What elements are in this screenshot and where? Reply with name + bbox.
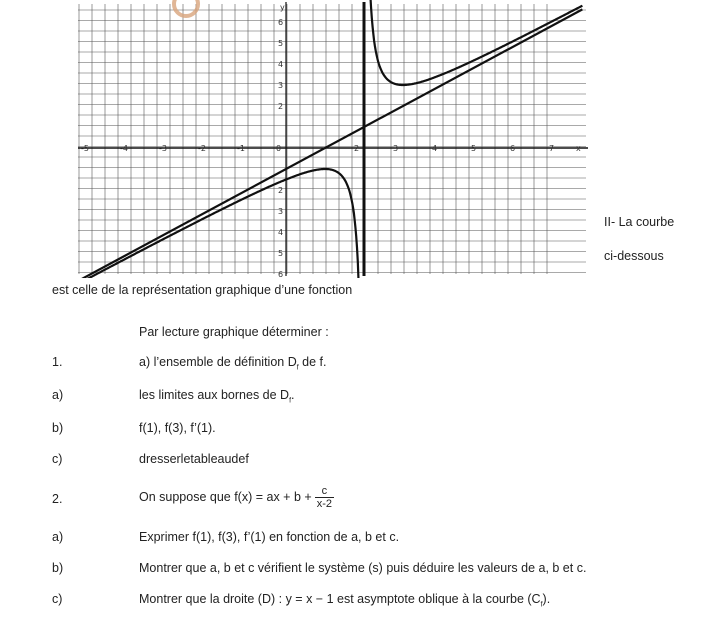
x-tick-label: -2 bbox=[198, 144, 206, 153]
q2-item-b bbox=[0, 561, 710, 581]
q2-item-c-text: Montrer que la droite (D) : y = x − 1 est asymptote oblique à la courbe $(C_f)$. bbox=[139, 592, 551, 609]
y-tick-label: 6 bbox=[278, 18, 284, 27]
q2-row bbox=[0, 485, 710, 515]
instruction-row bbox=[0, 325, 710, 345]
x-axis-label: x bbox=[576, 144, 581, 153]
q2-item-a-text: Exprimer f(1), f(3), f’(1) en fonction de a, b et c. bbox=[139, 530, 400, 544]
q1-row bbox=[0, 355, 710, 375]
y-tick-label: 3 bbox=[278, 81, 284, 90]
q2-item-b-text: Montrer que a, b et c vérifient le système (s) puis déduire les valeurs de a, b et c. bbox=[139, 561, 587, 575]
q1-item-a bbox=[0, 388, 710, 408]
x-tick-label: 7 bbox=[549, 144, 555, 153]
q2-item-b-label: b) bbox=[52, 561, 64, 575]
q1-item-b-text: f(1), f(3), f’(1). bbox=[139, 421, 216, 435]
intro-text: est celle de la représentation graphique d’une fonction bbox=[52, 283, 353, 297]
stamp-mark bbox=[174, 0, 198, 16]
q2-item-c bbox=[0, 592, 710, 612]
q1-item-c bbox=[0, 452, 710, 472]
q2-text: On suppose que f(x) = ax + b + $\frac{c}{x-2}$ bbox=[139, 485, 332, 510]
x-tick-label: -1 bbox=[237, 144, 245, 153]
y-tick-label: 4 bbox=[278, 60, 284, 69]
side-text-line1: II- La courbe bbox=[604, 215, 675, 229]
q1-item-a-text: les limites aux bornes de $D_f$. bbox=[139, 388, 295, 405]
oblique-asymptote-line bbox=[79, 9, 582, 278]
q2-fraction: $\frac{c}{x-2}$ bbox=[316, 485, 332, 510]
q1-number: 1. bbox=[52, 355, 63, 369]
intro-row bbox=[0, 283, 710, 303]
curve-left-branch bbox=[79, 169, 362, 278]
y-tick-label: 2 bbox=[278, 102, 284, 111]
y-tick-label: 6 bbox=[278, 270, 284, 278]
y-axis-label: y bbox=[280, 3, 285, 12]
y-tick-label: 5 bbox=[278, 39, 284, 48]
x-tick-label: 2 bbox=[354, 144, 360, 153]
q2-item-a bbox=[0, 530, 710, 550]
x-tick-label: -4 bbox=[120, 144, 128, 153]
q1-a-text: a) l’ensemble de définition $D_f$ de f. bbox=[139, 355, 327, 372]
q1-item-a-label: a) bbox=[52, 388, 64, 402]
instruction-text: Par lecture graphique déterminer : bbox=[139, 325, 329, 339]
x-tick-label: 6 bbox=[510, 144, 516, 153]
x-tick-label: 5 bbox=[471, 144, 477, 153]
y-tick-label: 5 bbox=[278, 249, 284, 258]
y-tick-label: 4 bbox=[278, 228, 284, 237]
curve-right-branch bbox=[366, 0, 583, 85]
q1-item-c-label: c) bbox=[52, 452, 63, 466]
x-tick-label: 3 bbox=[393, 144, 399, 153]
q2-number: 2. bbox=[52, 492, 63, 506]
y-tick-label: 3 bbox=[278, 207, 284, 216]
q1-item-c-text: dresserletableaudef bbox=[139, 452, 249, 466]
x-tick-label: 4 bbox=[432, 144, 438, 153]
q1-item-b-label: b) bbox=[52, 421, 64, 435]
y-tick-label: 2 bbox=[278, 186, 284, 195]
q2-item-a-label: a) bbox=[52, 530, 64, 544]
x-tick-label: -3 bbox=[159, 144, 167, 153]
q2-item-c-label: c) bbox=[52, 592, 63, 606]
function-graph bbox=[74, 0, 590, 278]
graph-grid bbox=[78, 4, 586, 274]
side-text-line2: ci-dessous bbox=[604, 249, 664, 263]
x-tick-label: 0 bbox=[276, 144, 282, 153]
x-tick-label: -5 bbox=[81, 144, 89, 153]
q1-item-b bbox=[0, 421, 710, 441]
